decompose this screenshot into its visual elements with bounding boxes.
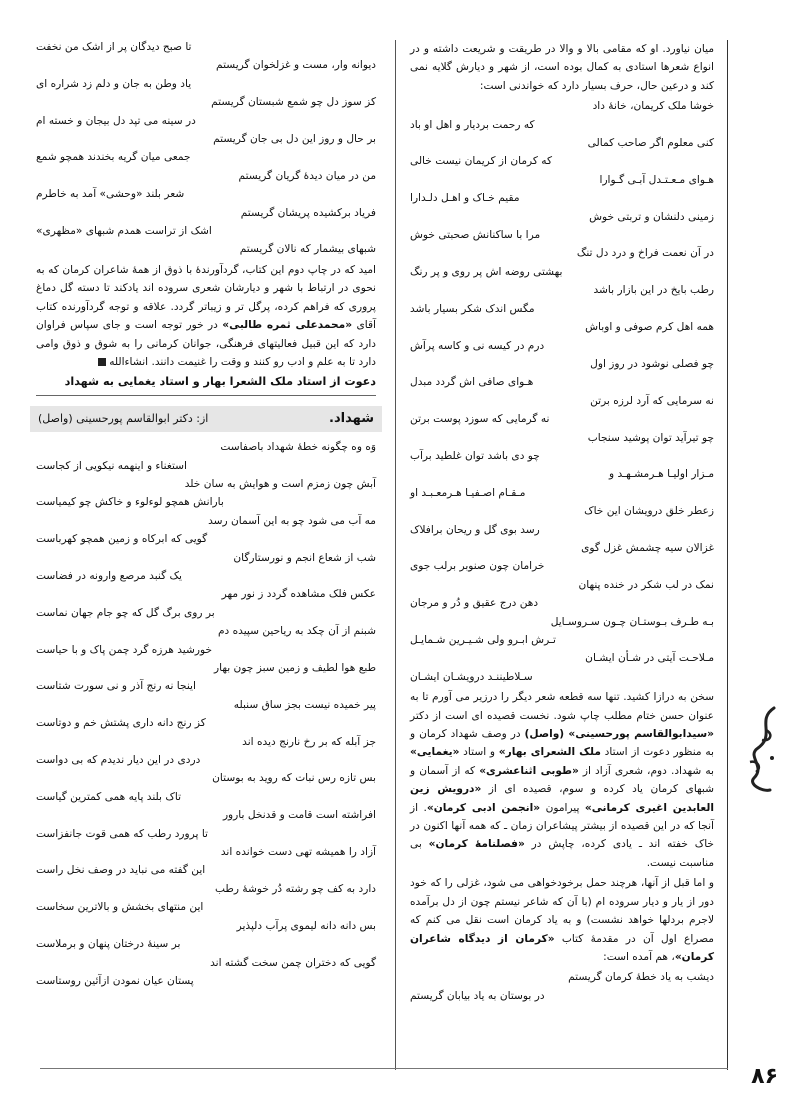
verse-first-hemistich: وَه وه چگونه خطهٔ شهداد باصفاست bbox=[220, 441, 376, 454]
verse-first-hemistich: دیوانه وار، مست و غزلخوان گریستم bbox=[216, 59, 376, 72]
verse-second-hemistich: گویی که ابرکاه و زمین همچو کهرباست bbox=[36, 533, 208, 546]
verse-first-hemistich: طبع هوا لطیف و زمین سبز چون بهار bbox=[214, 662, 376, 674]
verse-second-hemistich: کز رنج دانه داری پشتش خم و دوتاست bbox=[36, 717, 206, 730]
verse-first-hemistich: بس دانه دانه لیموی پرآب دلپذیر bbox=[236, 919, 376, 932]
verse bbox=[36, 549, 376, 586]
verse-second-hemistich: این منتهای بخشش و بالاترین سخاست bbox=[36, 901, 204, 914]
left-column-top bbox=[36, 38, 376, 371]
paragraph: امید که در چاپ دوم این کتاب، گردآورندهٔ با ذوق از همهٔ شاعران کرمان که به نحوی در ارتباط با شهر و دیارشان شعری سروده اند یادکند تا دسته گل دماغ پروری که فراهم کرده، پرگل تر و زیباتر گردد. علاقه و توجه گردآورنده کتاب آقای «محمدعلی ثمره طالبی» در خور توجه است و جای سپاس فراوان دارد که این قبیل فعالیتهای فرهنگی، جوانان کرمانی را به شوق و ذوق وامی دارد تا به علم و ادب رو کنند و وقت را غنیمت دانند. انشاءالله bbox=[36, 263, 376, 368]
verse-second-hemistich: مگس اندک شکر بسیار باشد bbox=[410, 302, 535, 315]
verse-first-hemistich: مـلاحـت آیتی در شـأن ایشـان bbox=[585, 652, 714, 665]
poem-title: شهداد. bbox=[329, 410, 374, 426]
verse-first-hemistich: بـه طـرف بـوستـان چـون سـروسـایل bbox=[550, 615, 714, 628]
verse-first-hemistich: غزالان سیه چشمش غزل گوی bbox=[581, 541, 714, 554]
verse bbox=[36, 696, 376, 733]
verse-first-hemistich: افراشته است قامت و قدنخل بارور bbox=[222, 809, 376, 822]
verse-first-hemistich: فریاد برکشیده پریشان گریستم bbox=[240, 206, 376, 219]
paragraph: سخن به درازا کشید. تنها سه قطعه شعر دیگر را درزیر می آورم تا به عنوان حسن ختام مطلب چاپ شود. نخست قصیده ای است از دکتر «سیدابوالقاسم پورحسینی» (واصل) در وصف شهداد کرمان و به منظور دعوت از استاد ملک الشعرای بهار» و استاد «یغمایی» به شهداد. دوم، شعری آزاد از «طوبی اثناعشری» که از آسمان و شبهای کرمان یاد کرده و سوم، قصیده ای از «درویش زین العابدین اغیری کرمانی» پیرامون «انجمن ادبی کرمان». از آنجا که در این قصیده از بیشتر پیشاعران زمان ـ که همه آنها اکنون در خاک خفته اند ـ یادی کرده، چاپش در «فصلنامهٔ کرمان» بی مناسبت نیست. bbox=[410, 691, 715, 869]
verse-first-hemistich: کنی معلوم اگر صاحب کمالی bbox=[587, 137, 714, 150]
verse bbox=[36, 733, 376, 770]
verse-first-hemistich: هـوای مـعـتـدل آبـی گـوارا bbox=[599, 173, 714, 186]
verse bbox=[36, 56, 376, 93]
poem-title-box bbox=[30, 406, 382, 432]
verse bbox=[36, 585, 376, 622]
verse bbox=[36, 843, 376, 880]
verse-first-hemistich: خوشا ملک کریمان، خانهٔ داد bbox=[592, 100, 714, 113]
verse-first-hemistich: شبهای بیشمار که نالان گریستم bbox=[239, 243, 376, 256]
verse-second-hemistich: در سینه می تپد دل بیجان و خسته ام bbox=[36, 114, 196, 127]
verse bbox=[410, 539, 714, 576]
verse-second-hemistich: اینجا نه رنج آذر و نی سورت شتاست bbox=[36, 680, 196, 693]
verse bbox=[36, 622, 376, 659]
verse-second-hemistich: جمعی میان گریه بخندند همچو شمع bbox=[36, 151, 191, 164]
article-heading: دعوت از استاد ملک الشعرا بهار و استاد یغمایی به شهداد bbox=[36, 373, 376, 395]
verse bbox=[410, 318, 714, 355]
verse bbox=[410, 465, 714, 502]
verse bbox=[36, 806, 376, 843]
verse-second-hemistich: که رحمت بردیار و اهل او باد bbox=[410, 118, 535, 131]
verse-first-hemistich: نمک در لب شکر در خنده پنهان bbox=[578, 578, 714, 591]
right-column bbox=[410, 38, 714, 1005]
verse-first-hemistich: دارد به کف چو رشته دُر خوشهٔ رطب bbox=[215, 882, 376, 895]
verse-first-hemistich: در آن نعمت فراخ و درد دل تنگ bbox=[576, 247, 714, 260]
verse-second-hemistich: یاد وطن به جان و دلم زد شراره ای bbox=[36, 77, 192, 90]
verse-second-hemistich: هـوای صافی اش گردد مبدل bbox=[410, 376, 534, 389]
verse-first-hemistich: من در میان دیدهٔ گریان گریستم bbox=[238, 169, 376, 182]
verse-first-hemistich: نه سرمایی که آرد لرزه برتن bbox=[590, 394, 714, 407]
verse-second-hemistich: نه گرمایی که سوزد پوست برتن bbox=[410, 413, 550, 426]
verse-second-hemistich: اشک از تراست همدم شبهای «مظهری» bbox=[36, 225, 212, 238]
verse-second-hemistich: تاک بلند پایه همی کمترین گیاست bbox=[36, 790, 182, 803]
verse-first-hemistich: رطب بایخ در این بازار باشد bbox=[593, 284, 714, 297]
verse bbox=[36, 917, 376, 954]
verse-second-hemistich: که کرمان از کریمان نیست خالی bbox=[410, 155, 552, 168]
verse bbox=[36, 38, 376, 56]
verse-second-hemistich: بر روی برگ گل که چو جام جهان نماست bbox=[36, 606, 215, 619]
verse-second-hemistich: دهن درج عقیق و دُر و مرجان bbox=[410, 597, 539, 610]
verse-first-hemistich: شبنم از آن چکد به ریاحین سپیده دم bbox=[217, 625, 376, 638]
verse bbox=[410, 97, 714, 134]
verse bbox=[36, 475, 376, 512]
verse bbox=[410, 613, 714, 650]
verse bbox=[410, 392, 714, 429]
verse-first-hemistich: چو تیرآید توان پوشید سنجاب bbox=[587, 431, 714, 444]
verse bbox=[410, 649, 714, 686]
verse bbox=[36, 769, 376, 806]
verse bbox=[36, 438, 376, 475]
verse-first-hemistich: پیر خمیده نیست بجز ساق سنبله bbox=[233, 698, 376, 711]
verse-second-hemistich: در بوستان به یاد بیابان گریستم bbox=[410, 989, 545, 1002]
verse bbox=[36, 954, 376, 991]
verse-second-hemistich: استغناء و اینهمه نیکویی از کجاست bbox=[36, 459, 187, 472]
poem-author: از: دکتر ابوالقاسم پورحسینی (واصل) bbox=[38, 411, 209, 425]
verse-second-hemistich: تا پرورد رطب که همی قوت جانفزاست bbox=[36, 827, 208, 840]
verse-second-hemistich: چو دی باشد توان غلطید برآب bbox=[410, 449, 540, 462]
verse-second-hemistich: تـرش ابـرو ولی شـیـرین شـمایـل bbox=[410, 634, 556, 646]
verse-second-hemistich: مرا با ساکنانش صحبتی خوش bbox=[410, 229, 541, 242]
verse-first-hemistich: مه آب می شود چو به این آسمان رسد bbox=[208, 514, 376, 527]
verse-second-hemistich: بهشتی روضه اش پر روی و پر رنگ bbox=[410, 265, 563, 278]
side-divider bbox=[727, 40, 728, 1070]
verse-second-hemistich: تا صبح دیدگان پر از اشک من نخفت bbox=[36, 41, 192, 53]
verse-first-hemistich: زمینی دلنشان و تربتی خوش bbox=[589, 210, 714, 223]
verse bbox=[36, 512, 376, 549]
verse-first-hemistich: گویی که دختران چمن سخت گشته اند bbox=[210, 956, 376, 969]
verse-second-hemistich: یک گنبد مرصع وارونه در فضاست bbox=[36, 569, 182, 582]
column-divider bbox=[395, 40, 396, 1070]
verse bbox=[410, 968, 714, 1005]
left-column bbox=[36, 38, 376, 990]
verse-second-hemistich: این گفته می نباید در وصف نخل راست bbox=[36, 864, 206, 877]
verse-second-hemistich: مـقـام اصـفیـا هـرمعـبـد او bbox=[410, 486, 526, 499]
verse-first-hemistich: شب از شعاع انجم و نورستارگان bbox=[233, 551, 376, 564]
paragraph: میان نیاورد. او که مقامی بالا و والا در طریقت و شریعت داشته و در انواع شعرها استادی به کمال بوده است، از شهر و دیارش گلایه نمی کند و درعین حال، حرف بسیار دارد که خواندنی است: bbox=[410, 43, 714, 92]
verse-first-hemistich: زعطر خلق درویشان این خاک bbox=[584, 505, 714, 518]
verse-first-hemistich: آزاد را همیشه تهی دست خوانده اند bbox=[220, 846, 376, 859]
verse-first-hemistich: بر حال و روز این دل بی جان گریستم bbox=[213, 133, 376, 146]
verse-first-hemistich: آبش چون زمزم است و هوایش به سان خلد bbox=[184, 477, 376, 490]
verse-second-hemistich: رسد بوی گل و ریحان برافلاک bbox=[410, 523, 540, 536]
verse-first-hemistich: عکس فلک مشاهده گردد ز نور مهر bbox=[221, 588, 376, 601]
shahdad-poem bbox=[36, 438, 376, 990]
verse-second-hemistich: بارانش همچو لوءلوء و خاکش چو کیمیاست bbox=[36, 496, 224, 509]
verse bbox=[36, 93, 376, 130]
verse-first-hemistich: چو فصلی نوشود در روز اول bbox=[590, 357, 714, 370]
verse-second-hemistich: مقیم خـاک و اهـل دلـدارا bbox=[410, 192, 520, 205]
end-mark-icon bbox=[98, 358, 106, 366]
verse bbox=[410, 281, 714, 318]
kerman-logo bbox=[736, 700, 786, 800]
kerman-calligraphy-icon bbox=[736, 700, 786, 800]
verse bbox=[36, 167, 376, 204]
verse-first-hemistich: کز سوز دل چو شمع شبستان گریستم bbox=[211, 96, 376, 109]
verse-second-hemistich: بر سینهٔ درختان پنهان و برملاست bbox=[36, 938, 181, 951]
verse-second-hemistich: خورشید هرزه گرد چمن پاک و با حیاست bbox=[36, 643, 212, 656]
verse bbox=[410, 576, 714, 613]
verse bbox=[36, 880, 376, 917]
verse bbox=[36, 130, 376, 167]
verse-second-hemistich: درم در کیسه نی و کاسه پرآش bbox=[410, 339, 545, 352]
verse-first-hemistich: دیشب به یاد خطهٔ کرمان گریستم bbox=[568, 971, 714, 984]
verse bbox=[36, 240, 376, 258]
verse-second-hemistich: پستان عیان نمودن ازآئین روستاست bbox=[36, 974, 194, 987]
bottom-rule bbox=[40, 1068, 728, 1069]
verse bbox=[410, 502, 714, 539]
verse-first-hemistich: همه اهل کرم صوفی و اوباش bbox=[585, 321, 714, 334]
verse bbox=[410, 429, 714, 466]
verse bbox=[410, 355, 714, 392]
verse-second-hemistich: شعر بلند «وحشی» آمد به خاطرم bbox=[36, 188, 185, 201]
verse bbox=[36, 659, 376, 696]
verse bbox=[410, 208, 714, 245]
verse-second-hemistich: خرامان چون صنوبر برلب جوی bbox=[410, 560, 545, 573]
verse-second-hemistich: دردی در این دیار ندیدم که بی دواست bbox=[36, 754, 201, 767]
paragraph: و اما قبل از آنها، هرچند حمل برخودخواهی می شود، غزلی را که خود دور از یار و دیار سروده ام (با آن که شاعر نیستم چون از دل برآمده لاجرم بردلها خواهد نشست) و به یاد کرمان است نقل می کنم که مصراع اول آن در مقدمهٔ کتاب «کرمان از دیدگاه شاعران کرمان»، هم آمده است: bbox=[410, 877, 714, 963]
page-number: ۸۶ bbox=[751, 1064, 778, 1089]
verse-second-hemistich: سـلاطیننـد درویشـان ایشـان bbox=[410, 670, 533, 683]
verse-first-hemistich: مـزار اولیـا هـرمشـهـد و bbox=[608, 468, 714, 481]
verse bbox=[410, 134, 714, 171]
verse bbox=[410, 244, 714, 281]
verse bbox=[410, 171, 714, 208]
verse bbox=[36, 204, 376, 241]
verse-first-hemistich: بس تازه رس نبات که روید به بوستان bbox=[212, 772, 376, 785]
verse-first-hemistich: جز آبله که بر رخ نارنج دیده اند bbox=[242, 735, 376, 748]
